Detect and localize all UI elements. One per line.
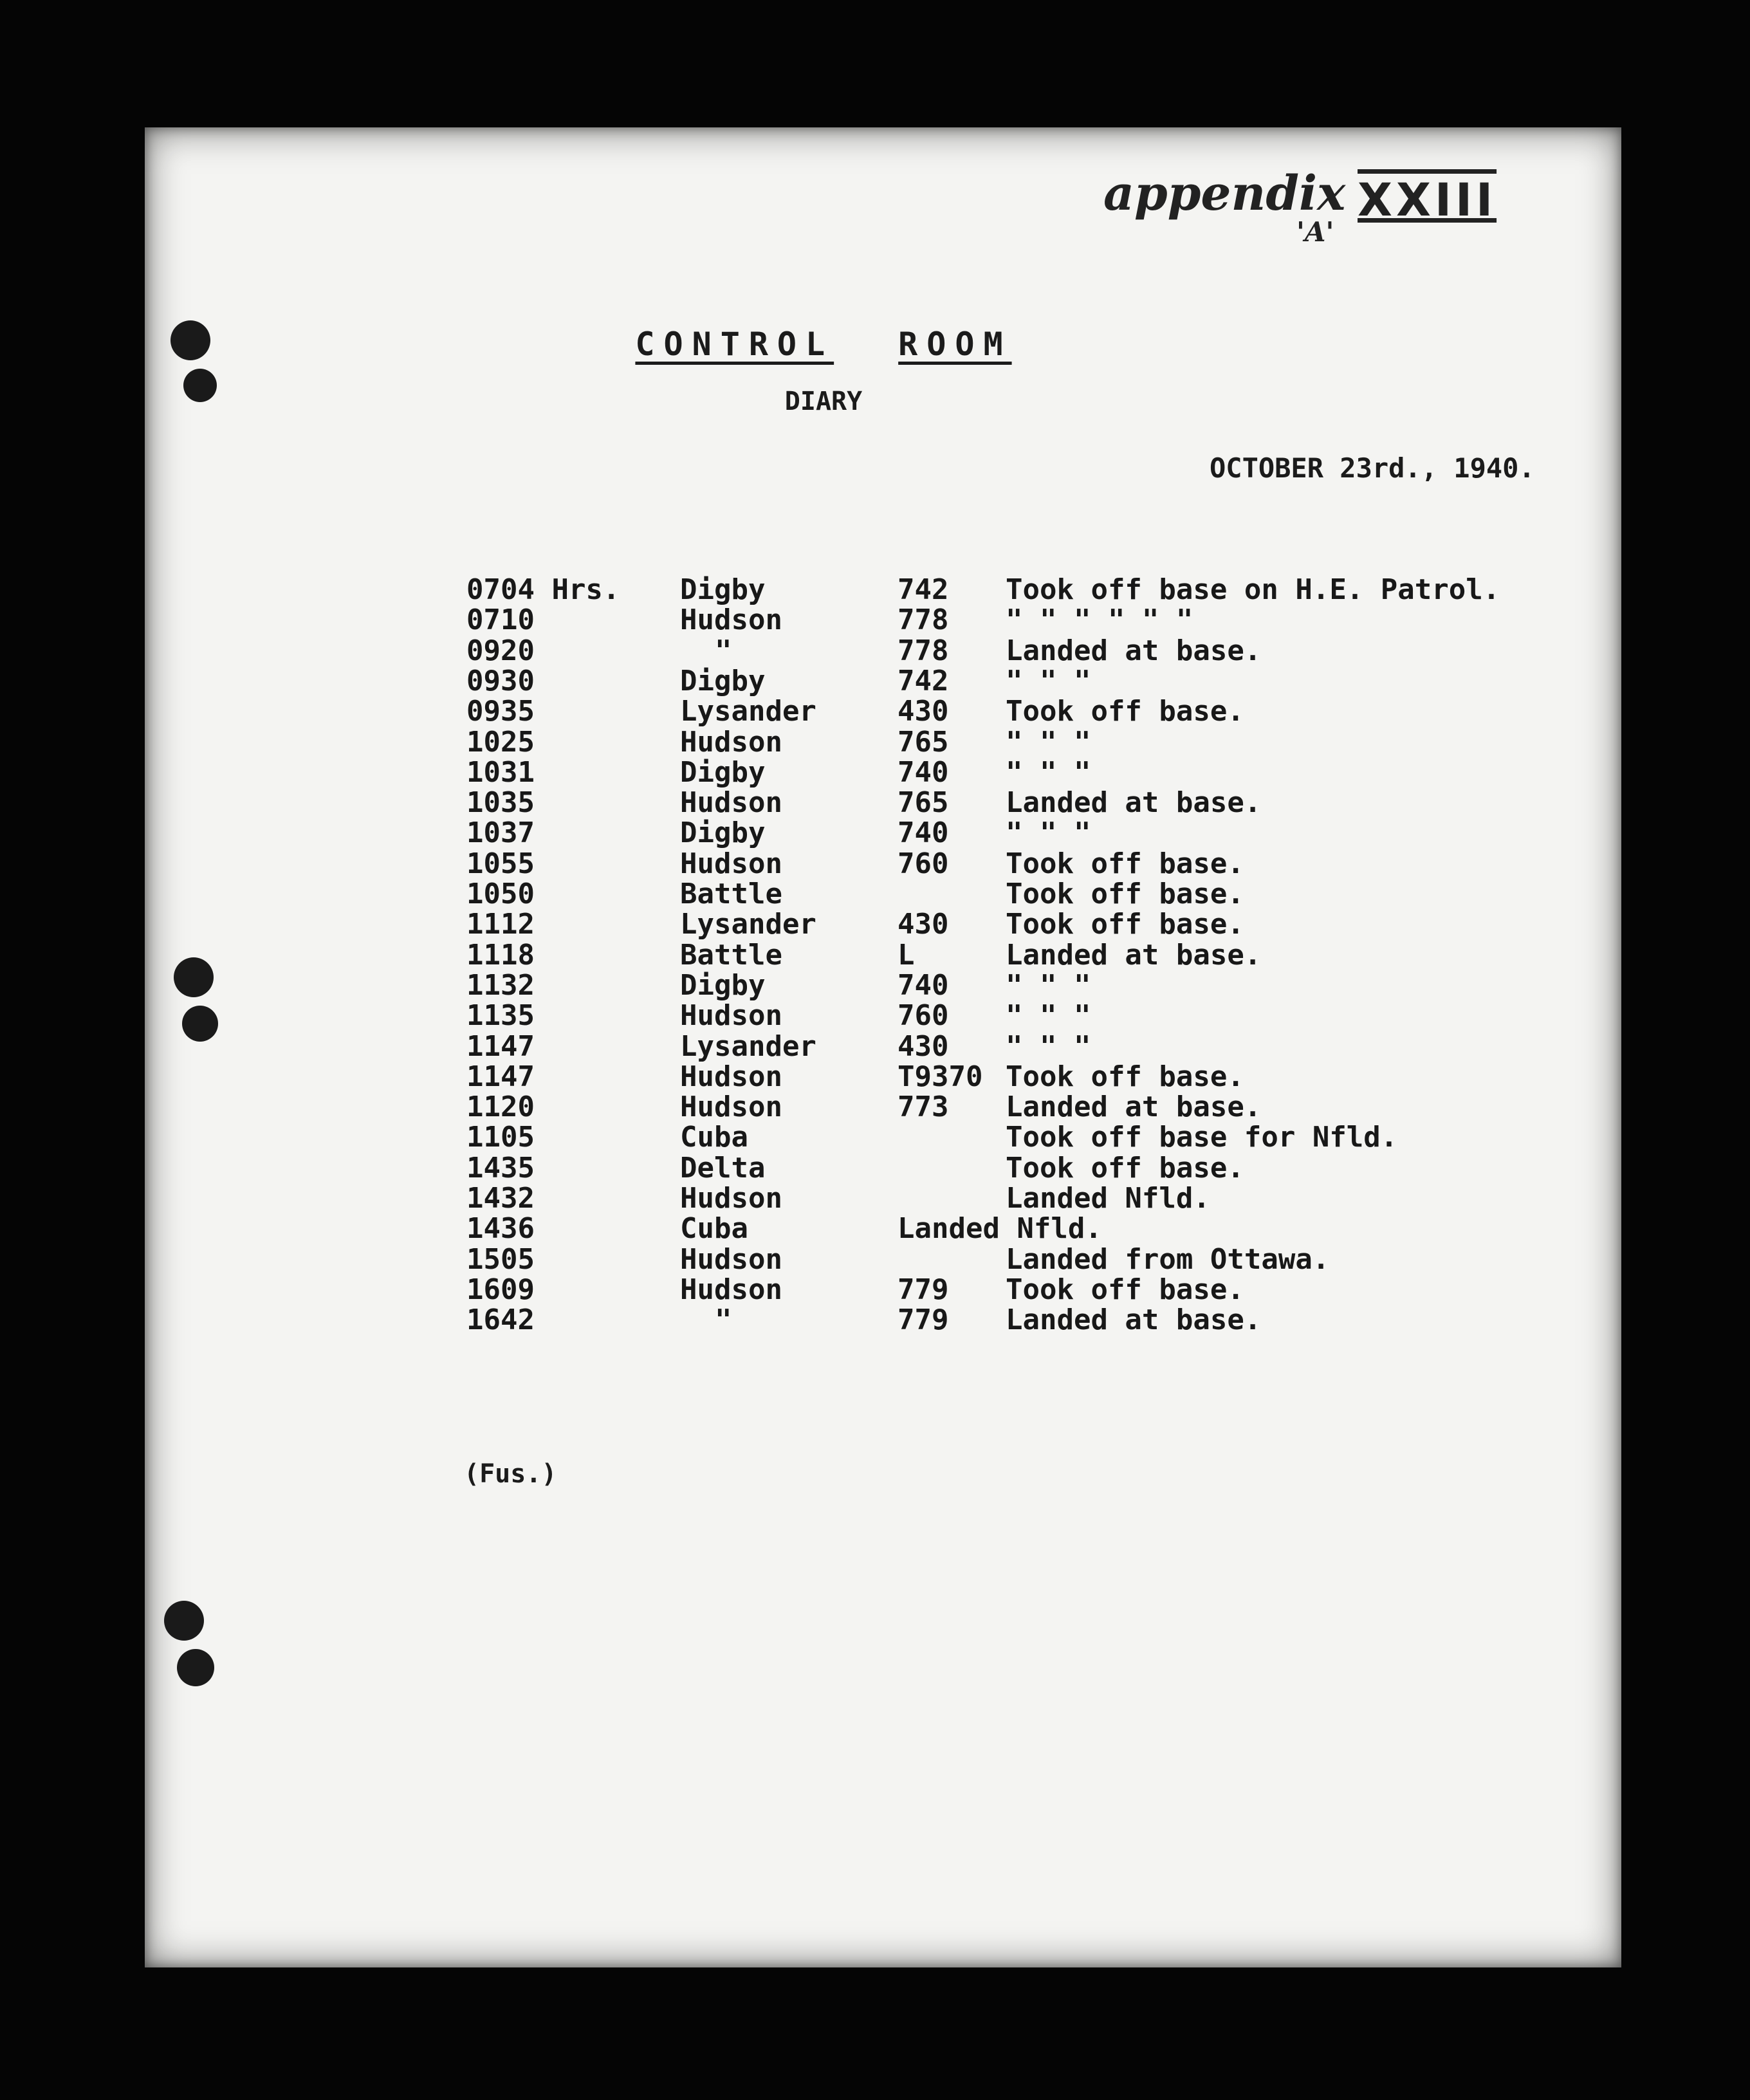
entry-remark: Landed at base. — [1006, 634, 1262, 667]
entry-remark: Took off base. — [1006, 1060, 1244, 1093]
entry-number: 760 — [898, 999, 949, 1033]
entry-number: 760 — [898, 847, 949, 880]
entry-aircraft: Lysander — [680, 908, 816, 941]
entry-remark: " " " — [1006, 755, 1091, 789]
entry-remark: " " " — [1006, 1029, 1091, 1063]
entry-remark: Took off base. — [1006, 908, 1244, 941]
entry-time: 1035 — [466, 786, 535, 820]
entry-remark: Took off base for Nfld. — [1006, 1121, 1398, 1154]
entry-time: 1132 — [466, 968, 535, 1002]
entry-time: 1147 — [466, 1060, 535, 1093]
entry-time: 1037 — [466, 816, 535, 850]
entry-time: 0704 Hrs. — [466, 573, 620, 606]
handwritten-appendix-number: XXIII — [1358, 174, 1497, 226]
entry-time: 1031 — [466, 755, 535, 789]
entry-time: 1135 — [466, 999, 535, 1033]
entry-time: 0710 — [466, 603, 535, 637]
entry-number: 765 — [898, 786, 949, 820]
entry-remark: Landed Nfld. — [1006, 1182, 1210, 1215]
entry-time: 1435 — [466, 1151, 535, 1184]
entry-time: 1432 — [466, 1182, 535, 1215]
entry-time: 1105 — [466, 1121, 535, 1154]
entry-remark: Landed at base. — [1006, 1091, 1262, 1124]
document-page — [145, 127, 1621, 1967]
entry-aircraft: " — [715, 1303, 732, 1337]
entry-aircraft: Battle — [680, 878, 782, 910]
entry-aircraft: Battle — [680, 938, 782, 972]
entry-number: 430 — [898, 1029, 949, 1063]
entry-time: 1609 — [466, 1273, 535, 1306]
entry-number: 778 — [898, 603, 949, 637]
entry-time: 0930 — [466, 664, 535, 697]
entry-aircraft: Digby — [680, 664, 766, 697]
entry-aircraft: Hudson — [680, 1060, 782, 1093]
entry-time: 1050 — [466, 878, 535, 910]
entry-aircraft: Lysander — [680, 695, 816, 728]
entry-aircraft: Hudson — [680, 1273, 782, 1306]
handwritten-appendix-label: appendix — [1103, 166, 1346, 221]
entry-time: 1025 — [466, 725, 535, 759]
title-word-room: ROOM — [898, 326, 1012, 363]
entry-number: 742 — [898, 664, 949, 697]
diary-date: OCTOBER 23rd., 1940. — [1210, 452, 1535, 484]
entry-number: 430 — [898, 695, 949, 728]
entry-aircraft: Hudson — [680, 725, 782, 759]
entry-remark: Took off base. — [1006, 1151, 1244, 1184]
entry-remark: Took off base. — [1006, 1273, 1244, 1306]
entry-remark: " " " — [1006, 816, 1091, 850]
entry-number: 740 — [898, 968, 949, 1002]
entry-number: T9370 — [898, 1060, 983, 1093]
title-word-control: CONTROL — [635, 326, 834, 363]
entry-aircraft: Cuba — [680, 1212, 748, 1246]
entry-aircraft: Hudson — [680, 1091, 782, 1124]
entry-time: 1120 — [466, 1091, 535, 1124]
entry-remark: " " " — [1006, 725, 1091, 759]
entry-aircraft: Digby — [680, 968, 766, 1002]
entry-aircraft: Hudson — [680, 1182, 782, 1215]
entry-aircraft: Digby — [680, 573, 766, 606]
entry-remark: " " " — [1006, 968, 1091, 1002]
punch-hole-bottom — [164, 1601, 204, 1641]
entry-aircraft: Hudson — [680, 1242, 782, 1276]
entry-time: 1505 — [466, 1242, 535, 1276]
entry-number: 740 — [898, 755, 949, 789]
entry-remark: Landed at base. — [1006, 1303, 1262, 1337]
entry-number: 779 — [898, 1303, 949, 1337]
entry-aircraft: Digby — [680, 816, 766, 850]
handwritten-appendix-subscript: 'A' — [1296, 216, 1334, 248]
footer-initials: (Fus.) — [464, 1459, 557, 1489]
entry-aircraft: Digby — [680, 755, 766, 789]
entry-aircraft: Hudson — [680, 847, 782, 880]
entry-number: 742 — [898, 573, 949, 606]
entry-remark: Took off base. — [1006, 847, 1244, 880]
entry-number: 765 — [898, 725, 949, 759]
entry-aircraft: " — [715, 634, 732, 667]
page-subtitle: DIARY — [784, 387, 863, 416]
entry-number: L — [898, 938, 915, 972]
entry-number: 779 — [898, 1273, 949, 1306]
entry-remark: " " " — [1006, 999, 1091, 1033]
entry-remark: Landed at base. — [1006, 786, 1262, 820]
entry-number: 773 — [898, 1091, 949, 1124]
entry-time: 1147 — [466, 1029, 535, 1063]
entry-time: 1118 — [466, 938, 535, 972]
punch-hole-middle-2 — [182, 1006, 218, 1042]
entry-aircraft: Cuba — [680, 1121, 748, 1154]
entry-number: Landed Nfld. — [898, 1212, 1102, 1246]
entry-time: 0935 — [466, 695, 535, 728]
entry-number: 430 — [898, 908, 949, 941]
entry-number: 740 — [898, 816, 949, 850]
entry-time: 0920 — [466, 634, 535, 667]
entry-aircraft: Hudson — [680, 999, 782, 1033]
entry-remark: " " " " " " — [1006, 603, 1193, 637]
entry-time: 1642 — [466, 1303, 535, 1337]
entry-time: 1112 — [466, 908, 535, 941]
entry-remark: " " " — [1006, 664, 1091, 697]
punch-hole-middle — [174, 957, 214, 997]
entry-aircraft: Hudson — [680, 786, 782, 820]
entry-aircraft: Hudson — [680, 603, 782, 637]
entry-remark: Landed from Ottawa. — [1006, 1242, 1330, 1276]
entry-aircraft: Delta — [680, 1151, 766, 1184]
entry-number: 778 — [898, 634, 949, 667]
entry-time: 1055 — [466, 847, 535, 880]
entry-remark: Took off base on H.E. Patrol. — [1006, 573, 1500, 606]
entry-remark: Took off base. — [1006, 695, 1244, 728]
entry-time: 1436 — [466, 1212, 535, 1246]
entry-remark: Took off base. — [1006, 878, 1244, 910]
entry-remark: Landed at base. — [1006, 938, 1262, 972]
punch-hole-bottom-2 — [177, 1649, 214, 1686]
page-title — [145, 326, 1502, 363]
entry-aircraft: Lysander — [680, 1029, 816, 1063]
